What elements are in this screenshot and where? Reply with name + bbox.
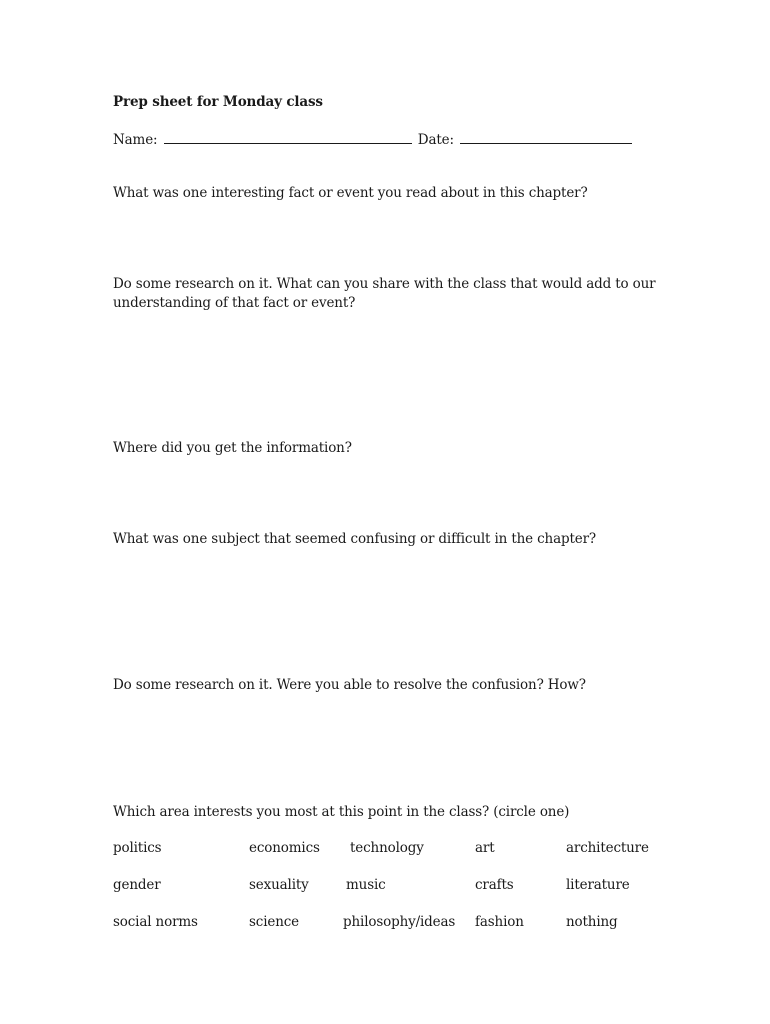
name-date-row <box>113 130 634 150</box>
question-5: Do some research on it. Were you able to resolve the confusion? How? <box>113 677 586 693</box>
option-gender[interactable]: gender <box>113 877 161 893</box>
option-music[interactable]: music <box>346 877 386 893</box>
date-field[interactable] <box>460 130 632 144</box>
question-2-line-1: Do some research on it. What can you share with the class that would add to our <box>113 276 656 292</box>
name-label: Name: <box>113 132 158 148</box>
question-1: What was one interesting fact or event you read about in this chapter? <box>113 185 588 201</box>
option-economics[interactable]: economics <box>249 840 320 856</box>
option-social-norms[interactable]: social norms <box>113 914 198 930</box>
option-science[interactable]: science <box>249 914 299 930</box>
question-4: What was one subject that seemed confusing or difficult in the chapter? <box>113 531 596 547</box>
option-politics[interactable]: politics <box>113 840 162 856</box>
question-3: Where did you get the information? <box>113 440 352 456</box>
option-crafts[interactable]: crafts <box>475 877 514 893</box>
date-label: Date: <box>417 132 454 148</box>
option-technology[interactable]: technology <box>350 840 424 856</box>
option-architecture[interactable]: architecture <box>566 840 649 856</box>
option-art[interactable]: art <box>475 840 495 856</box>
option-literature[interactable]: literature <box>566 877 630 893</box>
name-field[interactable] <box>164 130 412 144</box>
option-nothing[interactable]: nothing <box>566 914 618 930</box>
option-philosophy-ideas[interactable]: philosophy/ideas <box>343 914 456 930</box>
question-2-line-2: understanding of that fact or event? <box>113 295 356 311</box>
page-title: Prep sheet for Monday class <box>113 94 323 110</box>
question-6: Which area interests you most at this point in the class? (circle one) <box>113 804 570 820</box>
option-sexuality[interactable]: sexuality <box>249 877 309 893</box>
option-fashion[interactable]: fashion <box>475 914 524 930</box>
